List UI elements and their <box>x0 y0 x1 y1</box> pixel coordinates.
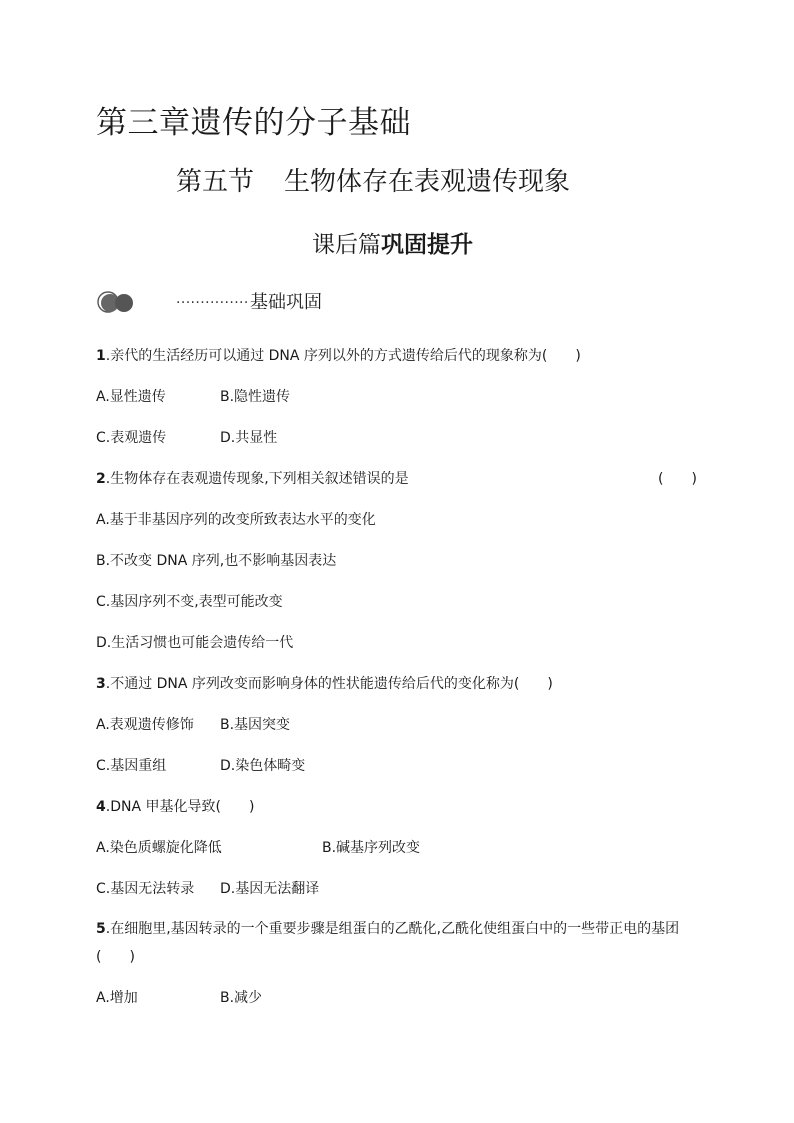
section-badge-icon <box>96 290 136 314</box>
question-4-stem: 4.DNA 甲基化导致( ) <box>96 799 255 815</box>
subtitle-regular: 课后篇 <box>312 232 381 258</box>
question-4-option-b: B.碱基序列改变 <box>322 840 421 856</box>
question-3-stem: 3.不通过 DNA 序列改变而影响身体的性状能遗传给后代的变化称为( ) <box>96 676 553 692</box>
question-2-stem: 2.生物体存在表观遗传现象,下列相关叙述错误的是 <box>96 471 409 487</box>
question-5-option-b: B.减少 <box>220 990 263 1006</box>
question-1-option-b: B.隐性遗传 <box>220 389 291 405</box>
section-number: 第五节 <box>176 167 255 197</box>
question-5-option-a: A.增加 <box>96 990 138 1006</box>
question-1-option-a: A.显性遗传 <box>96 389 166 405</box>
question-2-option-a: A.基于非基因序列的改变所致表达水平的变化 <box>96 512 376 528</box>
question-2-answer-paren: ( ) <box>658 471 697 487</box>
question-4-option-a: A.染色质螺旋化降低 <box>96 840 222 856</box>
subtitle <box>312 229 473 261</box>
dotted-leader: ··············· <box>176 295 249 311</box>
section-title <box>176 165 570 199</box>
question-3-option-d: D.染色体畸变 <box>220 758 306 774</box>
question-5-answer-paren: ( ) <box>96 949 135 965</box>
section-name: 生物体存在表观遗传现象 <box>284 167 571 197</box>
question-4-option-c: C.基因无法转录 <box>96 881 195 897</box>
subtitle-bold: 巩固提升 <box>381 232 473 258</box>
question-2-option-d: D.生活习惯也可能会遗传给一代 <box>96 635 294 651</box>
question-1-option-d: D.共显性 <box>220 430 278 446</box>
chapter-title: 第三章遗传的分子基础 <box>96 105 411 141</box>
question-1-stem: 1.亲代的生活经历可以通过 DNA 序列以外的方式遗传给后代的现象称为( ) <box>96 348 581 364</box>
question-2-option-c: C.基因序列不变,表型可能改变 <box>96 594 283 610</box>
question-4-option-d: D.基因无法翻译 <box>220 881 320 897</box>
question-3-option-b: B.基因突变 <box>220 717 291 733</box>
question-1-option-c: C.表观遗传 <box>96 430 167 446</box>
section-label: 基础巩固 <box>250 292 322 313</box>
question-3-option-a: A.表观遗传修饰 <box>96 717 194 733</box>
question-5-stem: 5.在细胞里,基因转录的一个重要步骤是组蛋白的乙酰化,乙酰化使组蛋白中的一些带正电的基团 <box>96 921 680 937</box>
question-2-option-b: B.不改变 DNA 序列,也不影响基因表达 <box>96 553 337 569</box>
question-3-option-c: C.基因重组 <box>96 758 167 774</box>
